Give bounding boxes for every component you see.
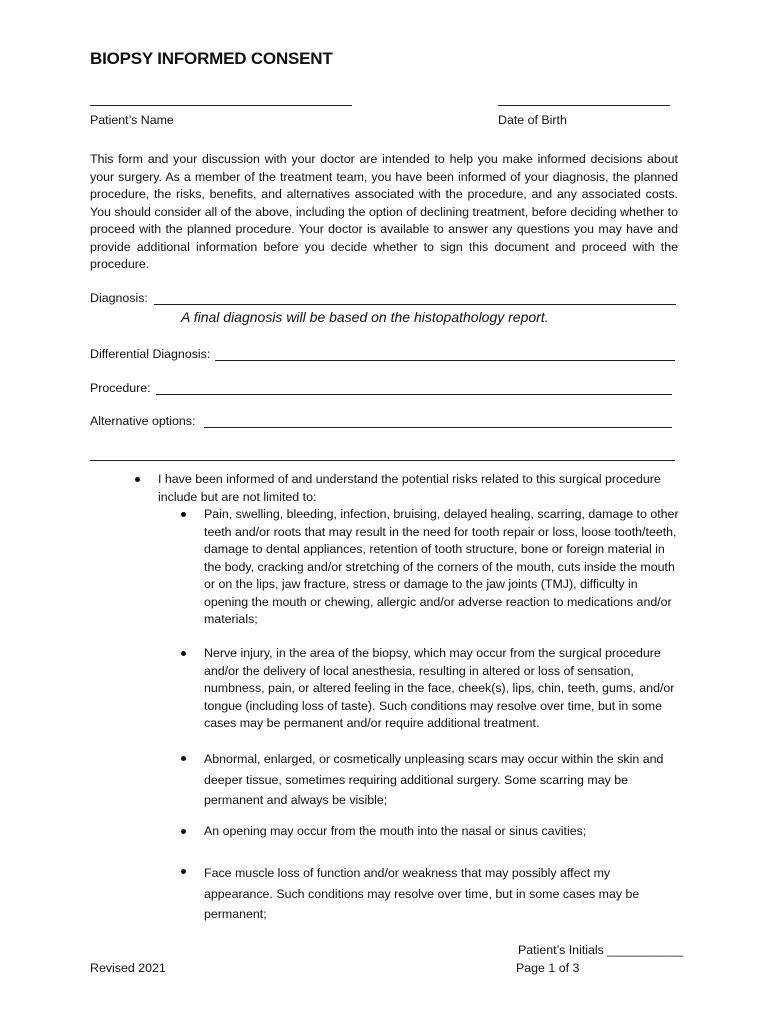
differential-diagnosis-label: Differential Diagnosis: (90, 347, 211, 361)
risk-item: An opening may occur from the mouth into the nasal or sinus cavities; (204, 824, 587, 838)
differential-diagnosis-field (90, 346, 678, 364)
bullet-icon (181, 869, 186, 874)
risks-intro: I have been informed of and understand the potential risks related to this surgical procedure include but are not limited to: (158, 472, 661, 504)
page-number: Page 1 of 3 (516, 961, 580, 975)
procedure-blank[interactable] (156, 394, 672, 395)
extra-blank-line[interactable] (90, 460, 675, 461)
bullet-icon (181, 651, 186, 656)
dob-blank[interactable] (498, 105, 670, 106)
bullet-icon (135, 477, 140, 482)
diagnosis-field (90, 290, 678, 308)
differential-diagnosis-blank[interactable] (215, 360, 675, 361)
bullet-icon (181, 829, 186, 834)
patient-name-blank[interactable] (90, 105, 352, 106)
diagnosis-blank[interactable] (154, 304, 676, 305)
bullet-icon (181, 756, 186, 761)
page-title: BIOPSY INFORMED CONSENT (90, 49, 333, 68)
intro-paragraph: This form and your discussion with your doctor are intended to help you make informed decisions about your surgery. As a member of the treatment team, you have been informed of your diagnosis, the planned procedure, the risks, benefits, and alternatives associated with the procedure, and any associated costs. You should consider all of the above, including the option of declining treatment, before deciding whether to proceed with the planned procedure. Your doctor is available to answer any questions you may have and provide additional information before you decide whether to sign this document and proceed with the procedure. (90, 152, 678, 271)
risk-item: Face muscle loss of function and/or weakness that may possibly affect my appearance. Such conditions may resolve over time, but in some cases may be permanent; (204, 866, 640, 921)
patient-initials-field[interactable]: Patient’s Initials ___________ (518, 943, 684, 957)
diagnosis-label: Diagnosis: (90, 291, 148, 305)
procedure-field (90, 380, 678, 398)
alternative-options-blank[interactable] (204, 427, 672, 428)
diagnosis-note: A final diagnosis will be based on the histopathology report. (181, 309, 549, 325)
alternative-options-label: Alternative options: (90, 414, 196, 428)
dob-label: Date of Birth (498, 113, 567, 127)
risk-item: Pain, swelling, bleeding, infection, bruising, delayed healing, scarring, damage to other teeth and/or roots that may result in the need for tooth repair or loss, loose tooth/teeth, damage to dental appliances, retention of tooth structure, bone or foreign material in the body, cracking and/or stretching of the corners of the mouth, cuts inside the mouth or on the lips, jaw fracture, stress or damage to the jaw joints (TMJ), difficulty in opening the mouth or chewing, allergic and/or adverse reaction to medications and/or materials; (204, 507, 679, 626)
risk-item: Nerve injury, in the area of the biopsy, which may occur from the surgical procedure and/or the delivery of local anesthesia, resulting in altered or loss of sensation, numbness, pain, or altered feeling in the face, cheek(s), lips, chin, teeth, gums, and/or tongue (including loss of taste). Such conditions may resolve over time, but in some cases may be permanent and/or require additional treatment. (204, 646, 675, 730)
bullet-icon (181, 512, 186, 517)
alternative-options-field (90, 413, 678, 431)
patient-name-label: Patient’s Name (90, 113, 174, 127)
procedure-label: Procedure: (90, 381, 151, 395)
risk-item: Abnormal, enlarged, or cosmetically unpleasing scars may occur within the skin and deeper tissue, sometimes requiring additional surgery. Some scarring may be permanent and always be visible; (204, 752, 664, 807)
revised-date: Revised 2021 (90, 961, 166, 975)
